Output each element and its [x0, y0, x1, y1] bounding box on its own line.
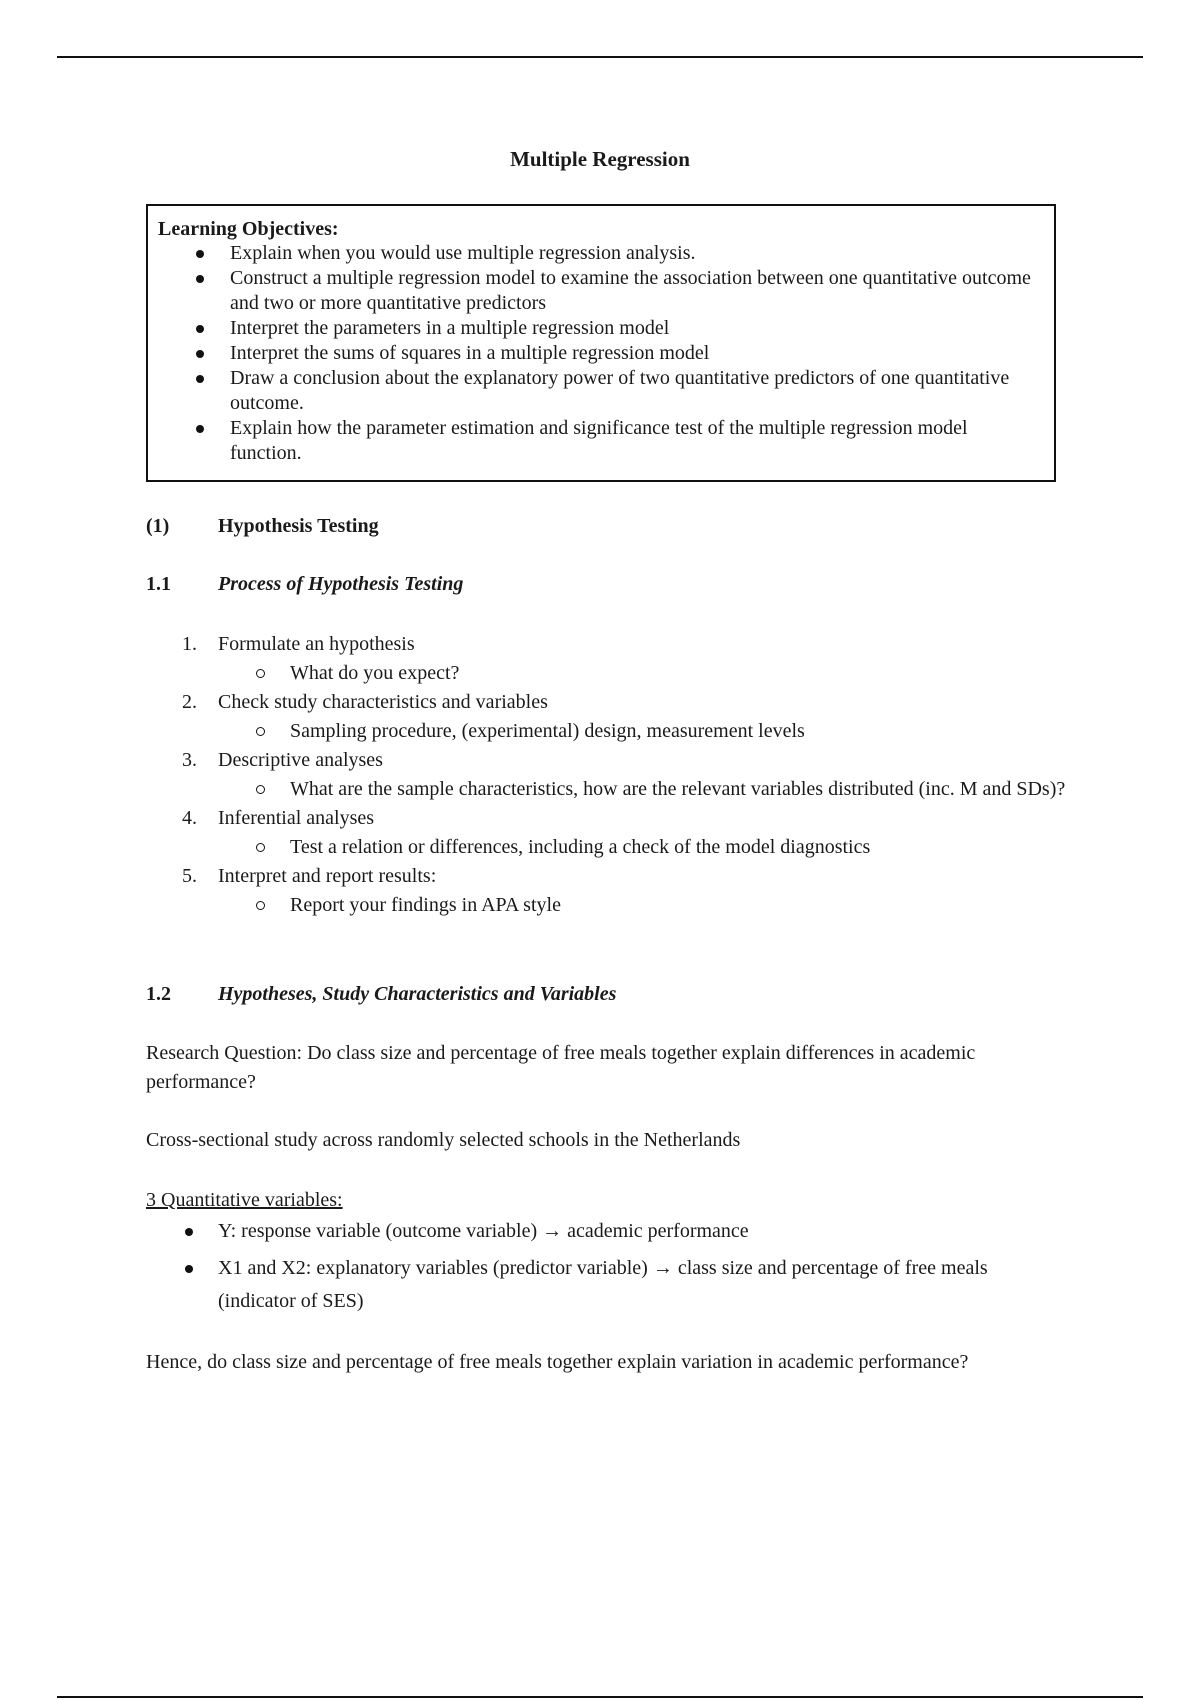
section-heading-1: (1) Hypothesis Testing	[146, 515, 379, 537]
circle-bullet-icon	[256, 843, 265, 852]
research-question: Research Question: Do class size and percentage of free meals together explain differences in academic performance?	[146, 1042, 976, 1093]
document-title: Multiple Regression	[510, 147, 690, 171]
objectives-heading: Learning Objectives:	[158, 218, 339, 240]
bullet-icon	[196, 250, 204, 258]
bullet-icon	[185, 1265, 193, 1273]
section-heading-1-1: 1.1 Process of Hypothesis Testing	[146, 573, 464, 595]
objective-item: Interpret the sums of squares in a multiple regression model	[158, 341, 1044, 366]
section-heading-1-2: 1.2 Hypotheses, Study Characteristics and Variables	[146, 983, 617, 1005]
step-item: 3. Descriptive analyses What are the sample characteristics, how are the relevant variables distributed (inc. M and SDs)?	[146, 746, 1066, 804]
bullet-icon	[196, 425, 204, 433]
circle-bullet-icon	[256, 901, 265, 910]
step-item: 1. Formulate an hypothesis What do you expect?	[146, 630, 1066, 688]
step-item: 2. Check study characteristics and variables Sampling procedure, (experimental) design, measurement levels	[146, 688, 1066, 746]
objective-item: Explain how the parameter estimation and significance test of the multiple regression model function.	[158, 416, 1044, 466]
conclusion-question: Hence, do class size and percentage of free meals together explain variation in academic performance?	[146, 1351, 969, 1373]
step-subitem: What are the sample characteristics, how are the relevant variables distributed (inc. M and SDs)?	[218, 774, 1066, 804]
bottom-rule	[57, 1696, 1143, 1698]
step-item: 4. Inferential analyses Test a relation or differences, including a check of the model diagnostics	[146, 804, 1066, 862]
bullet-icon	[196, 275, 204, 283]
step-subitem: Test a relation or differences, including a check of the model diagnostics	[218, 832, 1066, 862]
circle-bullet-icon	[256, 669, 265, 678]
step-item: 5. Interpret and report results: Report your findings in APA style	[146, 862, 1066, 920]
hypothesis-steps-list	[146, 630, 1066, 920]
bullet-icon	[196, 350, 204, 358]
circle-bullet-icon	[256, 785, 265, 794]
study-design: Cross-sectional study across randomly selected schools in the Netherlands	[146, 1129, 741, 1151]
objective-item: Draw a conclusion about the explanatory power of two quantitative predictors of one quantitative outcome.	[158, 366, 1044, 416]
bullet-icon	[185, 1228, 193, 1236]
bullet-icon	[196, 375, 204, 383]
objectives-list	[158, 241, 1044, 466]
step-subitem: Sampling procedure, (experimental) design, measurement levels	[218, 716, 1066, 746]
bullet-icon	[196, 325, 204, 333]
circle-bullet-icon	[256, 727, 265, 736]
variables-list	[146, 1215, 1046, 1322]
objective-item: Interpret the parameters in a multiple regression model	[158, 316, 1044, 341]
objective-item: Explain when you would use multiple regression analysis.	[158, 241, 1044, 266]
step-subitem: What do you expect?	[218, 658, 1066, 688]
variable-item: X1 and X2: explanatory variables (predictor variable) → class size and percentage of free meals (indicator of SES)	[146, 1252, 1046, 1318]
variables-title: 3 Quantitative variables:	[146, 1189, 343, 1211]
learning-objectives-box	[146, 204, 1056, 482]
top-rule	[57, 56, 1143, 58]
objective-item: Construct a multiple regression model to examine the association between one quantitative outcome and two or more quantitative predictors	[158, 266, 1044, 316]
variable-item: Y: response variable (outcome variable) → academic performance	[146, 1215, 1046, 1248]
step-subitem: Report your findings in APA style	[218, 890, 1066, 920]
